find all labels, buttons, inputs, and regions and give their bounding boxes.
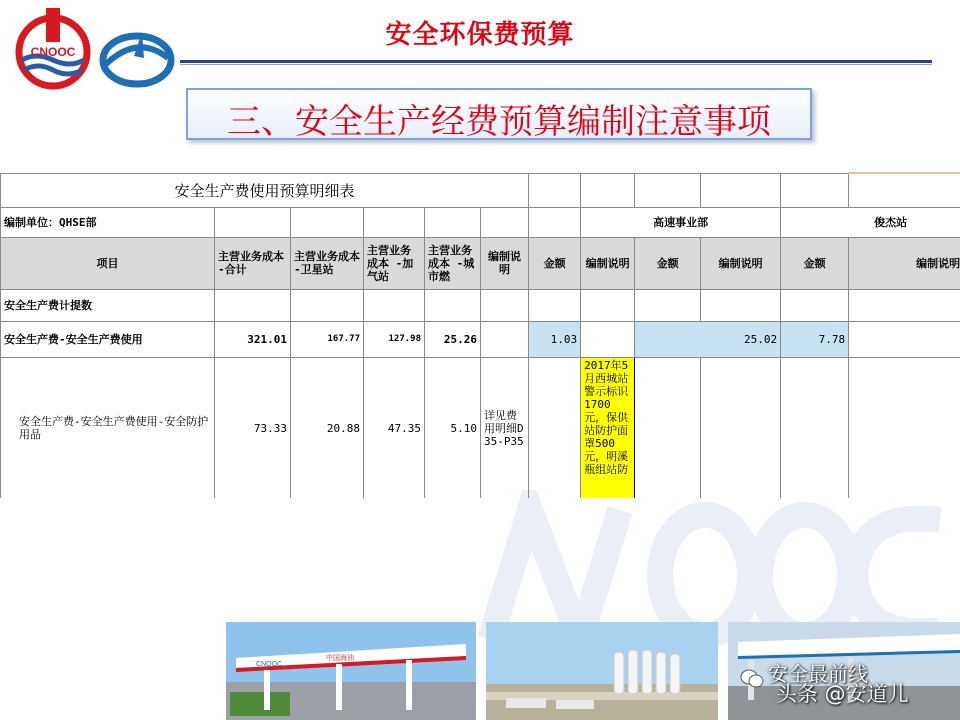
cell-amount-1: 1.03: [529, 321, 581, 357]
watermark-line1: 安全最前线: [768, 662, 868, 686]
group-header-station: 俊杰站: [781, 207, 960, 237]
table-row: [1, 289, 960, 321]
header-total: 主营业务成本 -合计: [215, 237, 291, 289]
budget-spreadsheet: [0, 172, 960, 498]
cell-note: 详见费用明细D35-P35: [481, 357, 529, 498]
header-amount-3: 金额: [781, 237, 849, 289]
table-row: [1, 321, 960, 357]
cell-note-1: 2017年5月西城站警示标识1700元，保供站防护面罩500元，明溪瓶组站防: [581, 357, 635, 498]
cell-gas-station: 127.98: [364, 321, 425, 357]
lng-tanks-illustration: [486, 622, 718, 720]
sheet-title: 安全生产费使用预算明细表: [1, 173, 529, 207]
unit-row: [1, 207, 960, 237]
column-header-row: [1, 237, 960, 289]
cell-total: 321.01: [215, 321, 291, 357]
cell-city-gas: 25.26: [425, 321, 481, 357]
header-city-gas: 主营业务成本 -城市燃: [425, 237, 481, 289]
cell-gas-station: 47.35: [364, 357, 425, 498]
group-header-highway: 高速事业部: [581, 207, 781, 237]
watermark-line2: 头条 @安道儿: [776, 682, 909, 706]
header-amount-2: 金额: [635, 237, 701, 289]
title-divider-thin: [180, 64, 932, 65]
header-note-3: 编制说明: [849, 237, 960, 289]
cell-total: 73.33: [215, 357, 291, 498]
gas-station-illustration: [226, 622, 476, 720]
cnooc-logo-icon: [14, 6, 92, 98]
cell-amount-2: 25.02: [635, 321, 781, 357]
row-item: 安全生产费-安全生产费使用-安全防护用品: [1, 357, 215, 498]
header-item: 项目: [1, 237, 215, 289]
subtitle-box: [186, 88, 812, 140]
title-divider: [180, 60, 932, 63]
cell-satellite: 20.88: [291, 357, 364, 498]
gas-company-logo-icon: [98, 28, 176, 88]
header-note: 编制说明: [481, 237, 529, 289]
budget-table: [0, 172, 960, 498]
left-logo-text: CNOOC: [30, 45, 76, 59]
cell-satellite: 167.77: [291, 321, 364, 357]
wechat-icon: [740, 668, 764, 690]
header-satellite: 主营业务成本 -卫星站: [291, 237, 364, 289]
cell-city-gas: 5.10: [425, 357, 481, 498]
row-item: 安全生产费计提数: [1, 289, 215, 321]
cell-amount-3: 7.78: [781, 321, 849, 357]
header-amount-1: 金额: [529, 237, 581, 289]
photo-lng-tanks: [486, 622, 718, 720]
slide-title: 安全环保费预算: [385, 20, 575, 50]
table-row: [1, 357, 960, 498]
header-gas-station: 主营业务成本 -加气站: [364, 237, 425, 289]
sheet-title-row: [1, 173, 960, 207]
row-item: 安全生产费-安全生产费使用: [1, 321, 215, 357]
unit-label: 编制单位：QHSE部: [1, 207, 215, 237]
header-note-1: 编制说明: [581, 237, 635, 289]
subtitle-text: 三、安全生产经费预算编制注意事项: [227, 102, 771, 142]
photo-sign-text: CNOOC: [256, 661, 283, 668]
photo-brand-text: 中国海油: [326, 654, 354, 662]
header-note-2: 编制说明: [701, 237, 781, 289]
photo-gas-station: [226, 622, 476, 720]
